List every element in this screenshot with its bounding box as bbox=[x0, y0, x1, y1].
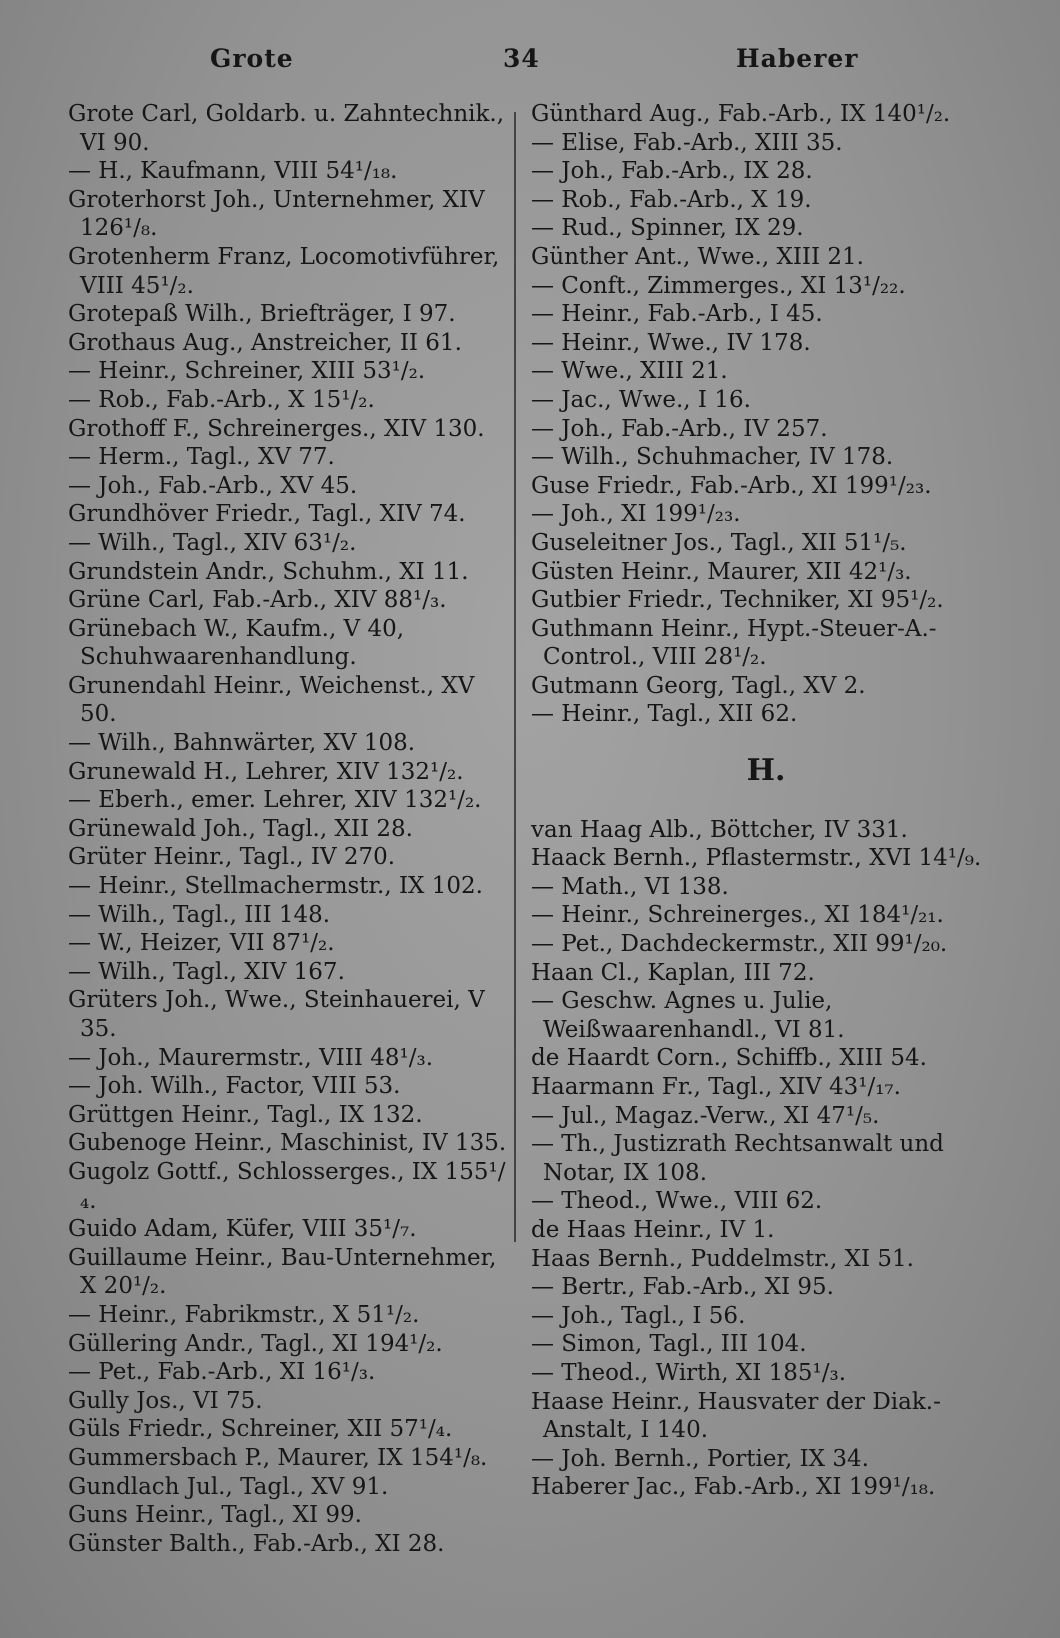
directory-entry: — Joh., Maurermstr., VIII 48¹/₃. bbox=[68, 1044, 434, 1071]
directory-entry: Gummersbach P., Maurer, IX 154¹/₈. bbox=[68, 1444, 488, 1471]
directory-entry: Gully Jos., VI 75. bbox=[68, 1387, 263, 1414]
directory-entry: — Heinr., Schreinerges., XI 184¹/₂₁. bbox=[531, 902, 944, 929]
directory-entry: — Heinr., Stellmachermstr., IX 102. bbox=[68, 873, 483, 900]
directory-entry: Guse Friedr., Fab.-Arb., XI 199¹/₂₃. bbox=[531, 472, 932, 499]
directory-entry: Günther Ant., Wwe., XIII 21. bbox=[531, 243, 864, 270]
directory-entry: Grüne Carl, Fab.-Arb., XIV 88¹/₃. bbox=[68, 587, 447, 614]
directory-entry: — Jul., Magaz.-Verw., XI 47¹/₅. bbox=[531, 1102, 880, 1129]
directory-entry: Grundhöver Friedr., Tagl., XIV 74. bbox=[68, 501, 466, 528]
directory-entry: — Conft., Zimmerges., XI 13¹/₂₂. bbox=[531, 272, 906, 299]
directory-entry: Guthmann Heinr., Hypt.-Steuer-A.-Control., VIII 28¹/₂. bbox=[531, 615, 937, 671]
directory-entry: Guseleitner Jos., Tagl., XII 51¹/₅. bbox=[531, 529, 907, 556]
directory-entry: — Heinr., Fab.-Arb., I 45. bbox=[531, 301, 823, 328]
directory-entry: Grotenherm Franz, Locomotivführer, VIII 45¹/₂. bbox=[68, 243, 500, 299]
directory-entry: — Rob., Fab.-Arb., X 15¹/₂. bbox=[68, 386, 375, 413]
directory-entry: Grothaus Aug., Anstreicher, II 61. bbox=[68, 329, 462, 356]
directory-entry: Güls Friedr., Schreiner, XII 57¹/₄. bbox=[68, 1416, 453, 1443]
directory-entry: Haan Cl., Kaplan, III 72. bbox=[531, 959, 815, 986]
directory-entry: — Heinr., Schreiner, XIII 53¹/₂. bbox=[68, 358, 426, 385]
directory-entry: — Wilh., Tagl., III 148. bbox=[68, 901, 331, 928]
directory-entry: Guillaume Heinr., Bau-Unternehmer, X 20¹/₂. bbox=[68, 1244, 497, 1300]
page-header bbox=[0, 38, 1060, 82]
directory-entry: — Joh., Tagl., I 56. bbox=[531, 1302, 746, 1329]
directory-entry: — Heinr., Fabrikmstr., X 51¹/₂. bbox=[68, 1301, 420, 1328]
directory-entry: — Joh., XI 199¹/₂₃. bbox=[531, 501, 741, 528]
directory-entry: — Theod., Wwe., VIII 62. bbox=[531, 1188, 823, 1215]
directory-entry: Haberer Jac., Fab.-Arb., XI 199¹/₁₈. bbox=[531, 1474, 936, 1501]
directory-entry: — Theod., Wirth, XI 185¹/₃. bbox=[531, 1359, 847, 1386]
directory-entry: Haack Bernh., Pflastermstr., XVI 14¹/₉. bbox=[531, 845, 982, 872]
directory-entry: — W., Heizer, VII 87¹/₂. bbox=[68, 930, 335, 957]
left-column bbox=[68, 100, 508, 1558]
directory-entry: Gutmann Georg, Tagl., XV 2. bbox=[531, 672, 866, 699]
directory-entry: Grunewald H., Lehrer, XIV 132¹/₂. bbox=[68, 758, 464, 785]
directory-entry: Grüttgen Heinr., Tagl., IX 132. bbox=[68, 1101, 423, 1128]
directory-entry: — Bertr., Fab.-Arb., XI 95. bbox=[531, 1274, 834, 1301]
directory-entry: — Wwe., XIII 21. bbox=[531, 358, 728, 385]
directory-entry: Grothoff F., Schreinerges., XIV 130. bbox=[68, 415, 485, 442]
directory-entry: Grüters Joh., Wwe., Steinhauerei, V 35. bbox=[68, 987, 485, 1042]
directory-entry: — Wilh., Tagl., XIV 63¹/₂. bbox=[68, 529, 357, 556]
directory-entry: Haase Heinr., Hausvater der Diak.-Anstalt, I 140. bbox=[531, 1388, 941, 1444]
directory-entry: Grüter Heinr., Tagl., IV 270. bbox=[68, 844, 396, 871]
header-first-name: Grote bbox=[210, 44, 294, 73]
directory-entry: — Pet., Dachdeckermstr., XII 99¹/₂₀. bbox=[531, 931, 948, 958]
directory-entry: — Heinr., Wwe., IV 178. bbox=[531, 329, 811, 356]
directory-entry: Groterhorst Joh., Unternehmer, XIV 126¹/₈. bbox=[68, 186, 485, 242]
directory-entry: Haarmann Fr., Tagl., XIV 43¹/₁₇. bbox=[531, 1074, 901, 1100]
directory-entry: — Elise, Fab.-Arb., XIII 35. bbox=[531, 129, 843, 156]
directory-entry: Günster Balth., Fab.-Arb., XI 28. bbox=[68, 1530, 445, 1557]
directory-entry: Gubenoge Heinr., Maschinist, IV 135. bbox=[68, 1130, 507, 1157]
directory-entry: Guns Heinr., Tagl., XI 99. bbox=[68, 1502, 362, 1529]
directory-entry: van Haag Alb., Böttcher, IV 331. bbox=[531, 816, 908, 843]
directory-entry: Haas Bernh., Puddelmstr., XI 51. bbox=[531, 1245, 914, 1272]
section-heading-h: H. bbox=[746, 753, 786, 789]
directory-entry: Grote Carl, Goldarb. u. Zahntechnik., VI 90. bbox=[68, 101, 505, 156]
right-column-top-entries bbox=[531, 100, 1001, 729]
directory-entry: Gutbier Friedr., Techniker, XI 95¹/₂. bbox=[531, 587, 944, 614]
directory-entry: — Th., Justizrath Rechtsanwalt und Notar, IX 108. bbox=[531, 1131, 944, 1186]
directory-entry: — H., Kaufmann, VIII 54¹/₁₈. bbox=[68, 158, 398, 185]
directory-entry: Güsten Heinr., Maurer, XII 42¹/₃. bbox=[531, 558, 912, 585]
directory-entry: — Pet., Fab.-Arb., XI 16¹/₃. bbox=[68, 1359, 376, 1386]
directory-entry: — Wilh., Schuhmacher, IV 178. bbox=[531, 444, 894, 471]
directory-entry: — Wilh., Bahnwärter, XV 108. bbox=[68, 730, 416, 757]
directory-entry: Grunendahl Heinr., Weichenst., XV 50. bbox=[68, 672, 475, 728]
directory-entry: — Jac., Wwe., I 16. bbox=[531, 386, 751, 413]
directory-entry: — Geschw. Agnes u. Julie, Weißwaarenhandl., VI 81. bbox=[531, 988, 845, 1043]
directory-entry: Grotepaß Wilh., Briefträger, I 97. bbox=[68, 301, 456, 328]
directory-entry: — Herm., Tagl., XV 77. bbox=[68, 444, 335, 471]
directory-entry: — Joh., Fab.-Arb., IX 28. bbox=[531, 158, 813, 185]
page-number: 34 bbox=[503, 44, 540, 73]
directory-entry: — Joh. Wilh., Factor, VIII 53. bbox=[68, 1073, 401, 1100]
right-column-bottom-entries bbox=[531, 816, 1001, 1502]
right-column bbox=[531, 100, 1001, 1502]
directory-entry: — Joh., Fab.-Arb., XV 45. bbox=[68, 472, 358, 499]
directory-entry: Grundstein Andr., Schuhm., XI 11. bbox=[68, 558, 469, 585]
directory-entry: — Eberh., emer. Lehrer, XIV 132¹/₂. bbox=[68, 787, 482, 814]
directory-entry: Gugolz Gottf., Schlosserges., IX 155¹/₄. bbox=[68, 1158, 506, 1214]
directory-entry: — Joh. Bernh., Portier, IX 34. bbox=[531, 1445, 869, 1472]
directory-entry: Günthard Aug., Fab.-Arb., IX 140¹/₂. bbox=[531, 101, 951, 127]
directory-entry: — Math., VI 138. bbox=[531, 873, 729, 900]
directory-entry: Grünewald Joh., Tagl., XII 28. bbox=[68, 815, 413, 842]
directory-entry: — Rob., Fab.-Arb., X 19. bbox=[531, 186, 812, 213]
directory-entry: — Simon, Tagl., III 104. bbox=[531, 1331, 807, 1358]
directory-entry: Güllering Andr., Tagl., XI 194¹/₂. bbox=[68, 1330, 443, 1357]
directory-entry: — Heinr., Tagl., XII 62. bbox=[531, 701, 798, 728]
directory-entry: — Wilh., Tagl., XIV 167. bbox=[68, 958, 345, 985]
directory-entry: Gundlach Jul., Tagl., XV 91. bbox=[68, 1473, 389, 1500]
directory-entry: de Haardt Corn., Schiffb., XIII 54. bbox=[531, 1045, 927, 1072]
directory-entry: Guido Adam, Küfer, VIII 35¹/₇. bbox=[68, 1216, 417, 1243]
header-last-name: Haberer bbox=[736, 44, 859, 73]
directory-entry: — Joh., Fab.-Arb., IV 257. bbox=[531, 415, 828, 442]
column-divider bbox=[514, 112, 516, 1242]
directory-entry: de Haas Heinr., IV 1. bbox=[531, 1216, 775, 1243]
directory-entry: Grünebach W., Kaufm., V 40, Schuhwaarenhandlung. bbox=[68, 615, 405, 671]
directory-entry: — Rud., Spinner, IX 29. bbox=[531, 215, 804, 242]
